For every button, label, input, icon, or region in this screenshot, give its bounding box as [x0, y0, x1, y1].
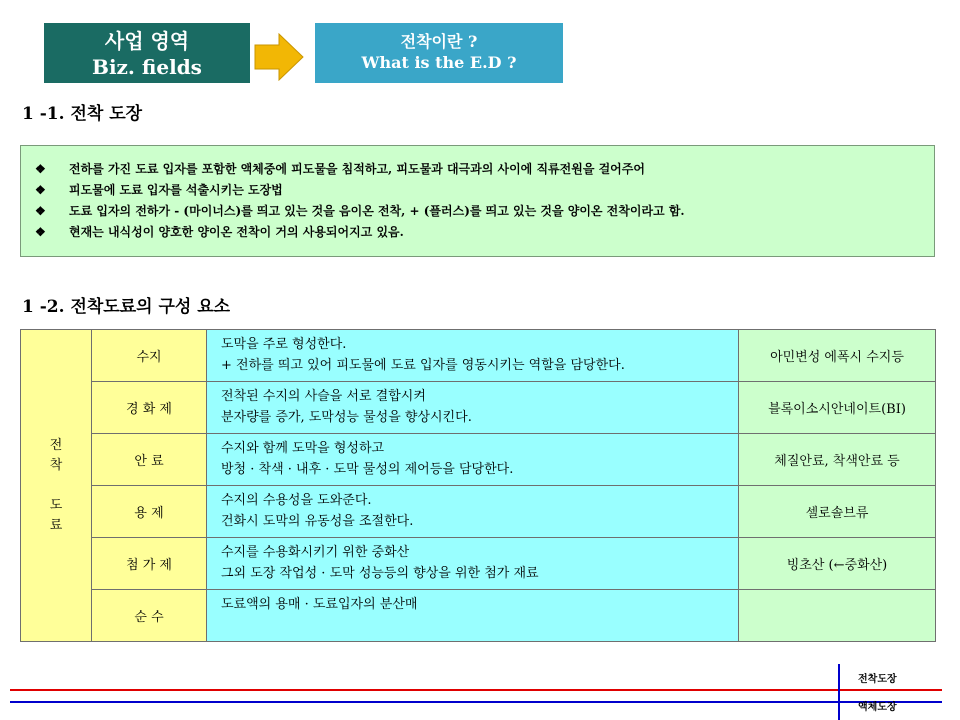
section1-title: 1 -1. 전착 도장: [22, 104, 143, 124]
biz-fields-box: [44, 23, 250, 83]
component-name: 순 수: [92, 590, 207, 642]
list-item: ❖ 피도물에 도료 입자를 석출시키는 도장법: [35, 180, 934, 201]
what-is-ed-title-ko: 전착이란 ?: [400, 32, 478, 51]
component-example: 빙초산 (←중화산): [739, 538, 936, 590]
bullet-icon: ❖: [35, 225, 46, 239]
component-desc: 수지를 수용화시키기 위한 중화산 그외 도장 작업성 · 도막 성능등의 향상을 위한 첨가 재료: [207, 538, 739, 590]
table-row: [21, 434, 936, 486]
component-name: 수지: [92, 330, 207, 382]
side-label: 전 착 도 료: [21, 330, 92, 642]
what-is-ed-box: [315, 23, 563, 83]
list-item: ❖ 현재는 내식성이 양호한 양이온 전착이 거의 사용되어지고 있음.: [35, 222, 934, 243]
footer-red-line: [10, 689, 942, 691]
component-name: 용 제: [92, 486, 207, 538]
footer-label-liquid-coating: 액체도장: [858, 702, 897, 713]
table-row: [21, 486, 936, 538]
definition-list: [21, 146, 934, 243]
component-name: 경 화 제: [92, 382, 207, 434]
table-row: [21, 330, 936, 382]
definition-box: [20, 145, 935, 257]
table-row: [21, 382, 936, 434]
bullet-icon: ❖: [35, 183, 46, 197]
list-item: ❖ 도료 입자의 전하가 - (마이너스)를 띄고 있는 것을 음이온 전착, + (플러스)를 띄고 있는 것을 양이온 전착이라고 함.: [35, 201, 934, 222]
section2-title: 1 -2. 전착도료의 구성 요소: [22, 297, 231, 317]
component-desc: 수지의 수용성을 도와준다. 건화시 도막의 유동성을 조절한다.: [207, 486, 739, 538]
component-example: [739, 590, 936, 642]
table-row: [21, 590, 936, 642]
component-desc: 수지와 함께 도막을 형성하고 방청 · 착색 · 내후 · 도막 물성의 제어등을 담당한다.: [207, 434, 739, 486]
component-desc: 도료액의 용매 · 도료입자의 분산매: [207, 590, 739, 642]
bullet-icon: ❖: [35, 162, 46, 176]
table-row: [21, 538, 936, 590]
component-name: 첨 가 제: [92, 538, 207, 590]
footer-vertical-line: [838, 664, 840, 720]
footer-label-electrodeposition: 전착도장: [858, 674, 897, 685]
biz-fields-title-en: Biz. fields: [92, 55, 202, 79]
what-is-ed-title-en: What is the E.D ?: [361, 53, 517, 72]
biz-fields-title-ko: 사업 영역: [104, 29, 190, 53]
component-example: 셀로솔브류: [739, 486, 936, 538]
component-example: 아민변성 에폭시 수지등: [739, 330, 936, 382]
components-table: [20, 329, 936, 642]
component-example: 체질안료, 착색안료 등: [739, 434, 936, 486]
component-example: 블록이소시안네이트(BI): [739, 382, 936, 434]
component-name: 안 료: [92, 434, 207, 486]
component-desc: 도막을 주로 형성한다. + 전하를 띄고 있어 피도물에 도료 입자를 영동시키는 역할을 담당한다.: [207, 330, 739, 382]
footer-blue-line: [10, 701, 942, 703]
component-desc: 전착된 수지의 사슬을 서로 결합시켜 분자량를 증가, 도막성능 물성을 향상시킨다.: [207, 382, 739, 434]
list-item: ❖ 전하를 가진 도료 입자를 포함한 액체중에 피도물을 침적하고, 피도물과 대극과의 사이에 직류전원을 걸어주어: [35, 159, 934, 180]
right-arrow-icon: [253, 33, 305, 81]
bullet-icon: ❖: [35, 204, 46, 218]
